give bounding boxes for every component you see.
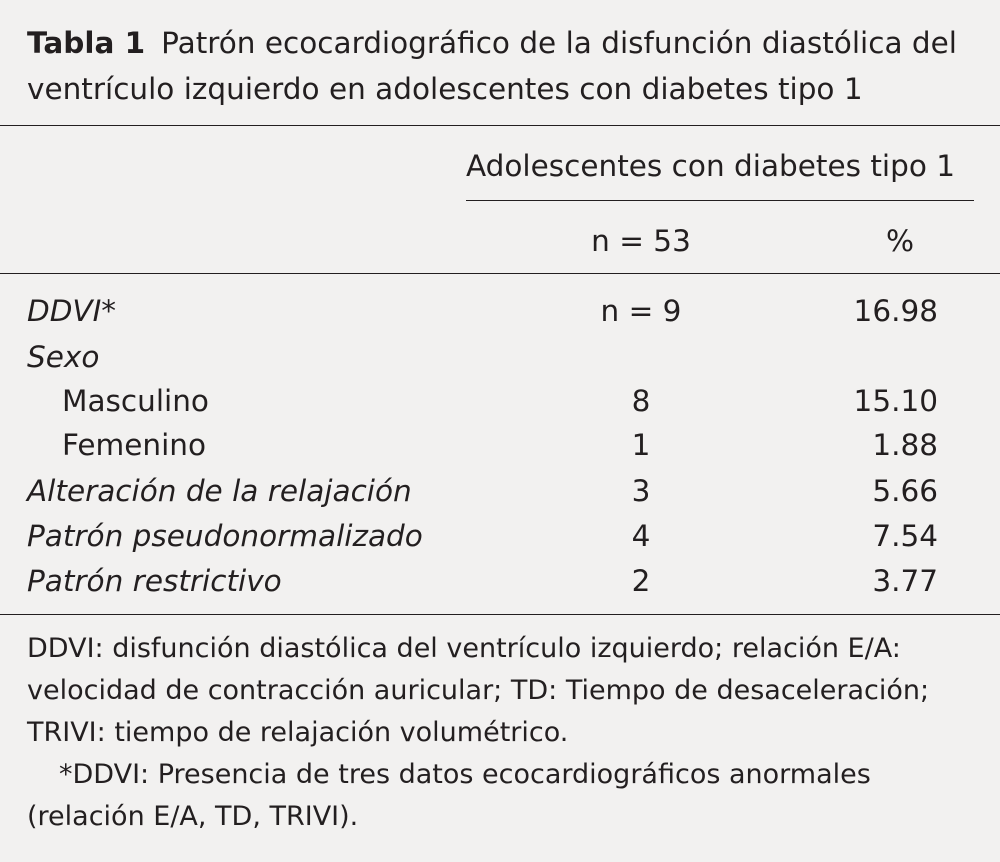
footnote: *DDVI: Presencia de tres datos ecocardiográficos anormales (relación E/A, TD, TRIVI).	[27, 759, 871, 832]
row-n: n = 9	[600, 294, 682, 328]
row-percent: 7.54	[872, 519, 938, 553]
row-label: Femenino	[62, 428, 207, 462]
group-header: Adolescentes con diabetes tipo 1	[466, 149, 956, 183]
table-label: Tabla 1	[27, 26, 146, 60]
row-n: 8	[631, 384, 651, 418]
row-percent: 3.77	[872, 564, 938, 598]
row-percent: 16.98	[853, 294, 938, 328]
row-label: Patrón pseudonormalizado	[27, 519, 423, 553]
row-percent: 5.66	[872, 474, 938, 508]
row-label: Alteración de la relajación	[27, 474, 412, 508]
table-title	[27, 20, 977, 112]
row-label: DDVI*	[27, 294, 117, 328]
row-percent: 15.10	[853, 384, 938, 418]
table-row	[0, 471, 1000, 511]
table-notes	[27, 628, 977, 838]
row-label: Sexo	[27, 340, 100, 374]
row-label: Patrón restrictivo	[27, 564, 282, 598]
row-n: 2	[631, 564, 651, 598]
table-row	[0, 381, 1000, 421]
column-header-n: n = 53	[591, 224, 691, 258]
abbreviations-note: DDVI: disfunción diastólica del ventrículo izquierdo; relación E/A: velocidad de contracción auricular; TD: Tiempo de desaceleración; TRIVI: tiempo de relajación volumétrico.	[27, 633, 930, 748]
group-header-rule	[466, 200, 974, 201]
row-n: 1	[631, 428, 651, 462]
table-row	[0, 516, 1000, 556]
row-n: 4	[631, 519, 651, 553]
header-rule	[0, 273, 1000, 274]
row-n: 3	[631, 474, 651, 508]
top-rule	[0, 125, 1000, 126]
row-percent: 1.88	[872, 428, 938, 462]
column-header-percent: %	[885, 224, 915, 258]
table-caption: Patrón ecocardiográfico de la disfunción diastólica del ventrículo izquierdo en adolescentes con diabetes tipo 1	[27, 26, 957, 106]
row-label: Masculino	[62, 384, 209, 418]
table-row	[0, 337, 1000, 377]
table-row	[0, 425, 1000, 465]
bottom-rule	[0, 614, 1000, 615]
table-row	[0, 561, 1000, 601]
table-row	[0, 291, 1000, 331]
